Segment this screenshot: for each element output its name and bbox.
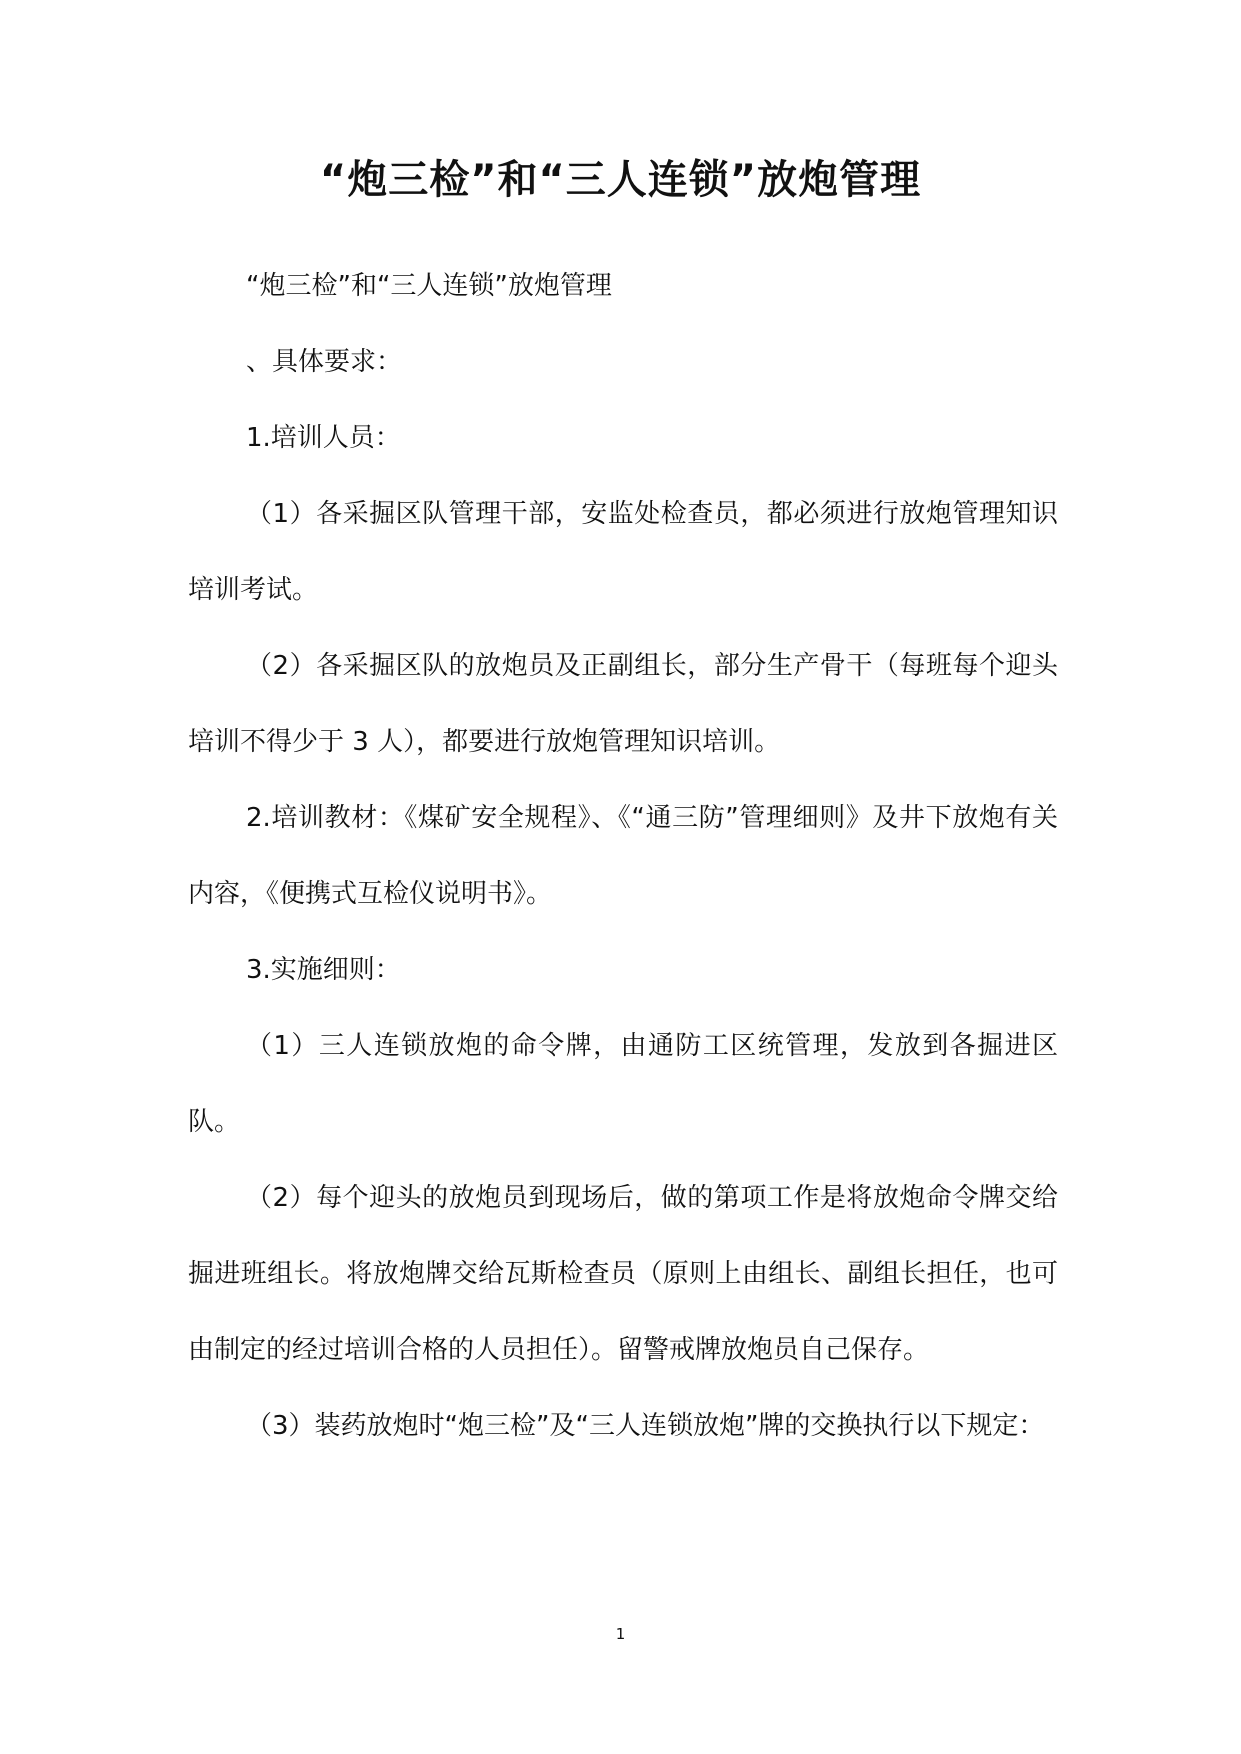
paragraph-requirements-heading: 、具体要求： <box>246 347 403 377</box>
paragraph-item-3-3: （3）装药放炮时“炮三检”及“三人连锁放炮”牌的交换执行以下规定： <box>246 1411 1045 1441</box>
page-number: 1 <box>615 1625 626 1643</box>
paragraph-item-1-2: （2）各采掘区队的放炮员及正副组长，部分生产骨干（每班每个迎头培训不得少于 3 人），都要进行放炮管理知识培训。 <box>188 651 1058 757</box>
paragraph-training-materials: 2.培训教材：《煤矿安全规程》、《“通三防”管理细则》及井下放炮有关内容，《便携式互检仪说明书》。 <box>188 803 1058 909</box>
paragraph-training-personnel: 1.培训人员： <box>246 423 401 453</box>
paragraph-implementation-heading: 3.实施细则： <box>246 955 401 985</box>
paragraph-subtitle: “炮三检”和“三人连锁”放炮管理 <box>246 271 612 301</box>
paragraph-item-3-1: （1）三人连锁放炮的命令牌，由通防工区统管理，发放到各掘进区队。 <box>188 1031 1058 1137</box>
document-body <box>188 248 1058 1464</box>
paragraph-item-3-2: （2）每个迎头的放炮员到现场后，做的第项工作是将放炮命令牌交给掘进班组长。将放炮牌交给瓦斯检查员（原则上由组长、副组长担任，也可由制定的经过培训合格的人员担任）。留警戒牌放炮员自己保存。 <box>188 1183 1058 1365</box>
paragraph-item-1-1: （1）各采掘区队管理干部，安监处检查员，都必须进行放炮管理知识培训考试。 <box>188 499 1058 605</box>
document-title: “炮三检”和“三人连锁”放炮管理 <box>319 157 922 203</box>
